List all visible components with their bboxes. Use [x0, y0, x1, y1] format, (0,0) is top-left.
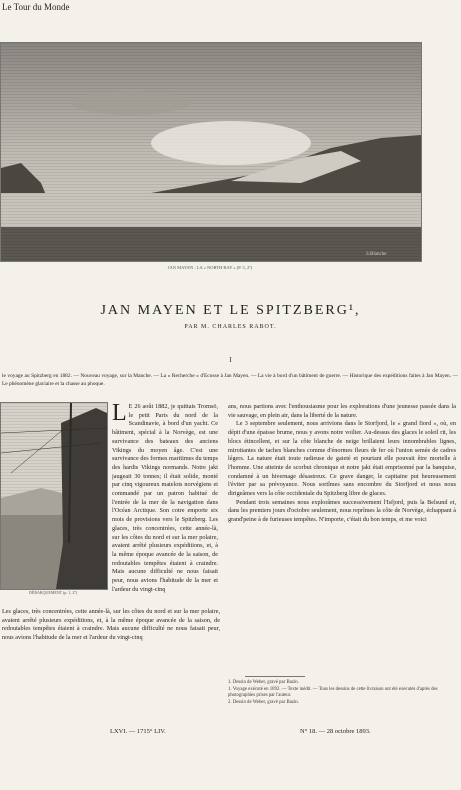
left-column-top [112, 403, 218, 603]
footnote-3: 2. Dessin de Weber, gravé par Bazin. [228, 699, 299, 705]
right-paragraph-1: ans, nous partions avec l'enthousiasme pour les explorations d'une jeunesse passée dans la vie sauvage, en plein air, dans la liberté de la nature. [228, 403, 456, 419]
left-column-text: E 26 août 1882, je quittais Tromsö, le petit Paris du nord de la Scandinavie, à bord d'un yacht. Ce bâtiment, spécial à la Norvège, est une survivance des bateaux des anciens Vikings du moyen âge. C'est une survivance des formes maritimes du temps des hardis Vikings normands. Notre jakt jaugeait 30 tonnes; il était solide, monté par cinq vigoureux matelots norvégiens et commandé par un patron habitué de l'entrée de la mer de la navigation dans l'Océan Arctique. Son cotre emporte six mois de provisions vers le Spitzberg. Les glaces, très concentrées, cette année-là, sur les côtes du nord et sur la mer polaire, avaient arrêté plusieurs expéditions, et, à la même époque avancée de la saison, de redoutables tempêtes étaient à craindre. Mais aucune difficulté ne nous faisait peur, nous avions l'habitude de la mer et l'ardeur du vingt-cinq [112, 403, 218, 593]
right-column [228, 403, 456, 669]
figure-caption: JAN MAYEN : LA « NORTH BAY » (P. 5, 2º) [167, 265, 253, 270]
right-paragraph-3: Pendant trois semaines nous explorâmes successivement l'Isfjord, puis la Belsund et, dans les premiers jours d'octobre seulement, nous reprîmes la côte de Norvège, échappant à grand'peine à de furieuses tempêtes. N'importe, c'était du bon temps, et me voici [228, 498, 456, 524]
right-paragraph-2: Le 3 septembre seulement, nous arrivions dans le Storfjord, le « grand fiord », où, en dépit d'une épaisse brume, nous y avons notre voilier. Au-dessus des glaces le soleil rit, les blocs étincellent, et sur la côte blanche de neige brillaient leurs innombrables lignes, miroitantes de taches blanches comme d'énormes fleurs de fer où l'union semée de cadres légers. La nature était toute radieuse de gaieté et pourtant elle pouvait être mortelle à l'homme. Une atteinte de scorbut chronique et notre jakt était emprisonné par la banquise, condamné à un hivernage désastreux. Ce grave danger, le capitaine put heureusement l'éviter par sa prévoyance. Nous sortîmes sans encombre du Storfjord et nous nous dirigeâmes vers la côte occidentale du Spitzberg libre de glaces. [228, 420, 456, 498]
footer-left: LXVI. — 1715° LIV. [110, 728, 166, 735]
running-header: Le Tour du Monde [2, 2, 70, 12]
engraver-signature: S.Blanche [366, 252, 387, 257]
landscape-illustration [1, 43, 421, 261]
left-column-continuation: Les glaces, très concentrées, cette année-là, sur les côtes du nord et sur la mer polaire, avaient arrêté plusieurs expéditions, et, à la même époque avancée de la saison, de redoutables tempêtes étaient à craindre. Mais aucune difficulté ne nous faisait peur, nous avions l'habitude de la mer et l'ardeur du vingt-cinq [2, 608, 220, 642]
footnote-rule [245, 676, 305, 677]
ship-caption: DÉBARQUEMENT (p. 1, 2º) [29, 590, 77, 595]
article-title: JAN MAYEN ET LE SPITZBERG¹, [100, 303, 361, 318]
footnotes [228, 680, 456, 706]
article-author: PAR M. CHARLES RABOT. [184, 324, 277, 330]
section-number: I [229, 356, 232, 364]
drop-cap: L [112, 403, 127, 426]
landscape-engraving [0, 42, 422, 262]
footer-right: N° 18. — 28 octobre 1893. [300, 728, 371, 735]
footnote-1: 1. Dessin de Weber, gravé par Bazin. [228, 680, 299, 685]
chapter-summary: le voyage au Spitzberg en 1882. — Nouveau voyage, sur la Manche. — La « Recherche » d'Ecosse à Jan Mayen. — La vie à bord d'un bâtiment de guerre. — Historique des expéditions faites à Jan Mayen. — Le phénomène glaciaire et la chasse au phoque. [2, 373, 458, 387]
left-column-bottom [2, 608, 220, 714]
footnote-2: 1. Voyage exécuté en 1892. — Texte inédit. — Tous les dessins de cette livraison ont été exécutés d'après des photographies prises par l'auteur. [228, 686, 438, 699]
ship-engraving [0, 402, 108, 590]
ship-illustration [1, 403, 107, 589]
